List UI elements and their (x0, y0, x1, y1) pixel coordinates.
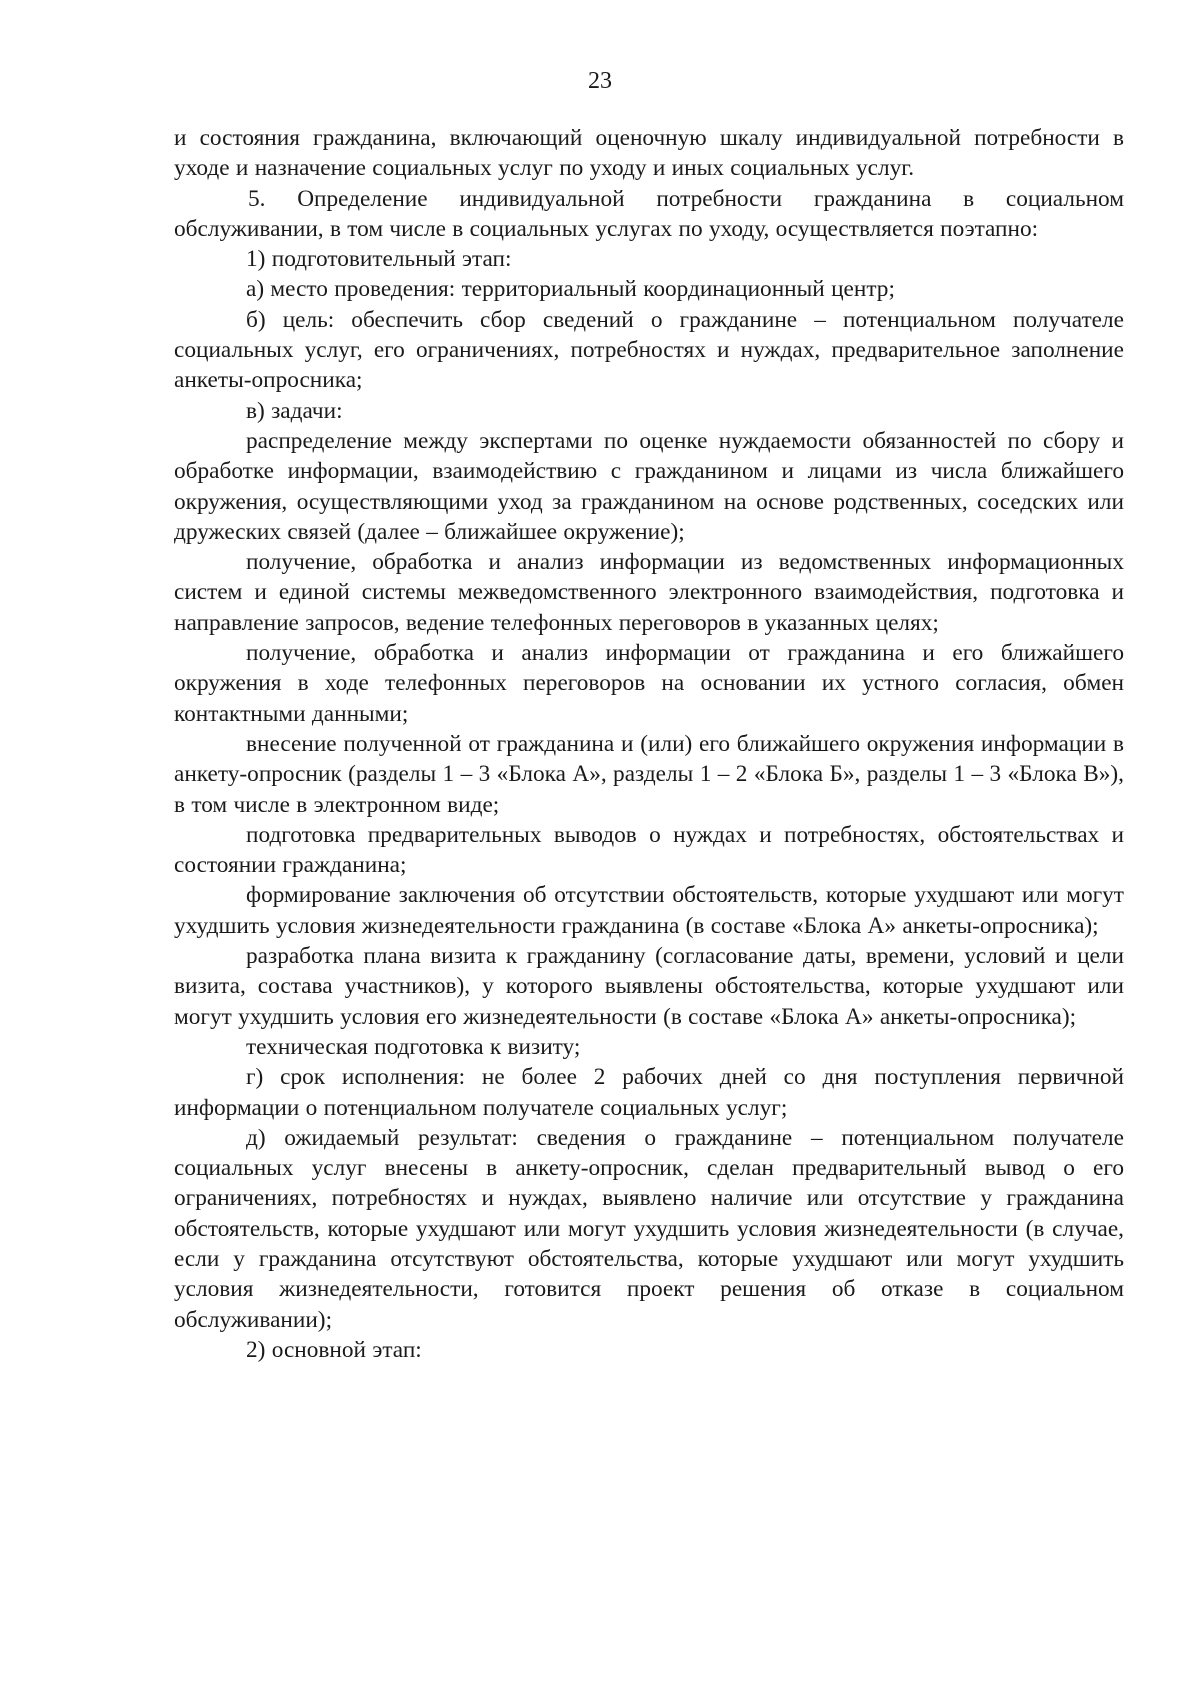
paragraph-continuation: и состояния гражданина, включающий оценочную шкалу индивидуальной потребности в уходе и назначение социальных услуг по уходу и иных социальных услуг. (174, 125, 1124, 182)
paragraph-task-systems: получение, обработка и анализ информации из ведомственных информационных систем и единой системы межведомственного электронного взаимодействия, подготовка и направление запросов, ведение телефонных переговоров в указанных целях; (174, 549, 1124, 636)
paragraph-deadline: г) срок исполнения: не более 2 рабочих дней со дня поступления первичной информации о потенциальном получателе социальных услуг; (174, 1064, 1124, 1121)
paragraph-task-tech-prep: техническая подготовка к визиту; (246, 1033, 581, 1060)
paragraph-goal: б) цель: обеспечить сбор сведений о гражданине – потенциальном получателе социальных услуг, его ограничениях, потребностях и нуждах, предварительное заполнение анкеты-опросника; (174, 306, 1124, 394)
paragraph-task-absence: формирование заключения об отсутствии обстоятельств, которые ухудшают или могут ухудшить условия жизнедеятельности гражданина (в составе «Блока А» анкеты-опросника); (174, 882, 1124, 939)
paragraph-task-visit-plan: разработка плана визита к гражданину (согласование даты, времени, условий и цели визита, состава участников), у которого выявлены обстоятельства, которые ухудшают или могут ухудшить условия его жизнедеятельности (в составе «Блока А» анкеты-опросника); (174, 943, 1124, 1030)
paragraph-task-conclusions: подготовка предварительных выводов о нуждах и потребностях, обстоятельствах и состоянии гражданина; (174, 821, 1124, 879)
paragraph-stage-2: 2) основной этап: (246, 1336, 422, 1363)
paragraph-location: а) место проведения: территориальный координационный центр; (246, 276, 895, 303)
paragraph-stage-1: 1) подготовительный этап: (246, 246, 512, 273)
paragraph-expected-result: д) ожидаемый результат: сведения о гражданине – потенциальном получателе социальных услуг внесены в анкету-опросник, сделан предварительный вывод о его ограничениях, потребностях и нуждах, выявлено наличие или отсутствие у гражданина обстоятельств, которые ухудшают или могут ухудшить условия жизнедеятельности (в случае, если у гражданина отсутствуют обстоятельства, которые ухудшают или могут ухудшить условия жизнедеятельности, готовится проект решения об отказе в социальном обслуживании); (174, 1124, 1124, 1333)
document-body (174, 123, 1124, 1365)
paragraph-task-questionnaire: внесение полученной от гражданина и (или) его ближайшего окружения информации в анкету-опросник (разделы 1 – 3 «Блока А», разделы 1 – 2 «Блока Б», разделы 1 – 3 «Блока В»), в том числе в электронном виде; (174, 730, 1124, 818)
paragraph-tasks-heading: в) задачи: (246, 397, 343, 424)
page-number: 23 (588, 68, 612, 94)
paragraph-task-phone: получение, обработка и анализ информации от гражданина и его ближайшего окружения в ходе телефонных переговоров на основании их устного согласия, обмен контактными данными; (174, 640, 1124, 727)
paragraph-item-5: 5. Определение индивидуальной потребности гражданина в социальном обслуживании, в том числе в социальных услугах по уходу, осуществляется поэтапно: (174, 185, 1124, 242)
paragraph-task-distribution: распределение между экспертами по оценке нуждаемости обязанностей по сбору и обработке информации, взаимодействию с гражданином и лицами из числа ближайшего окружения, осуществляющими уход за гражданином на основе родственных, соседских или дружеских связей (далее – ближайшее окружение); (174, 427, 1124, 545)
